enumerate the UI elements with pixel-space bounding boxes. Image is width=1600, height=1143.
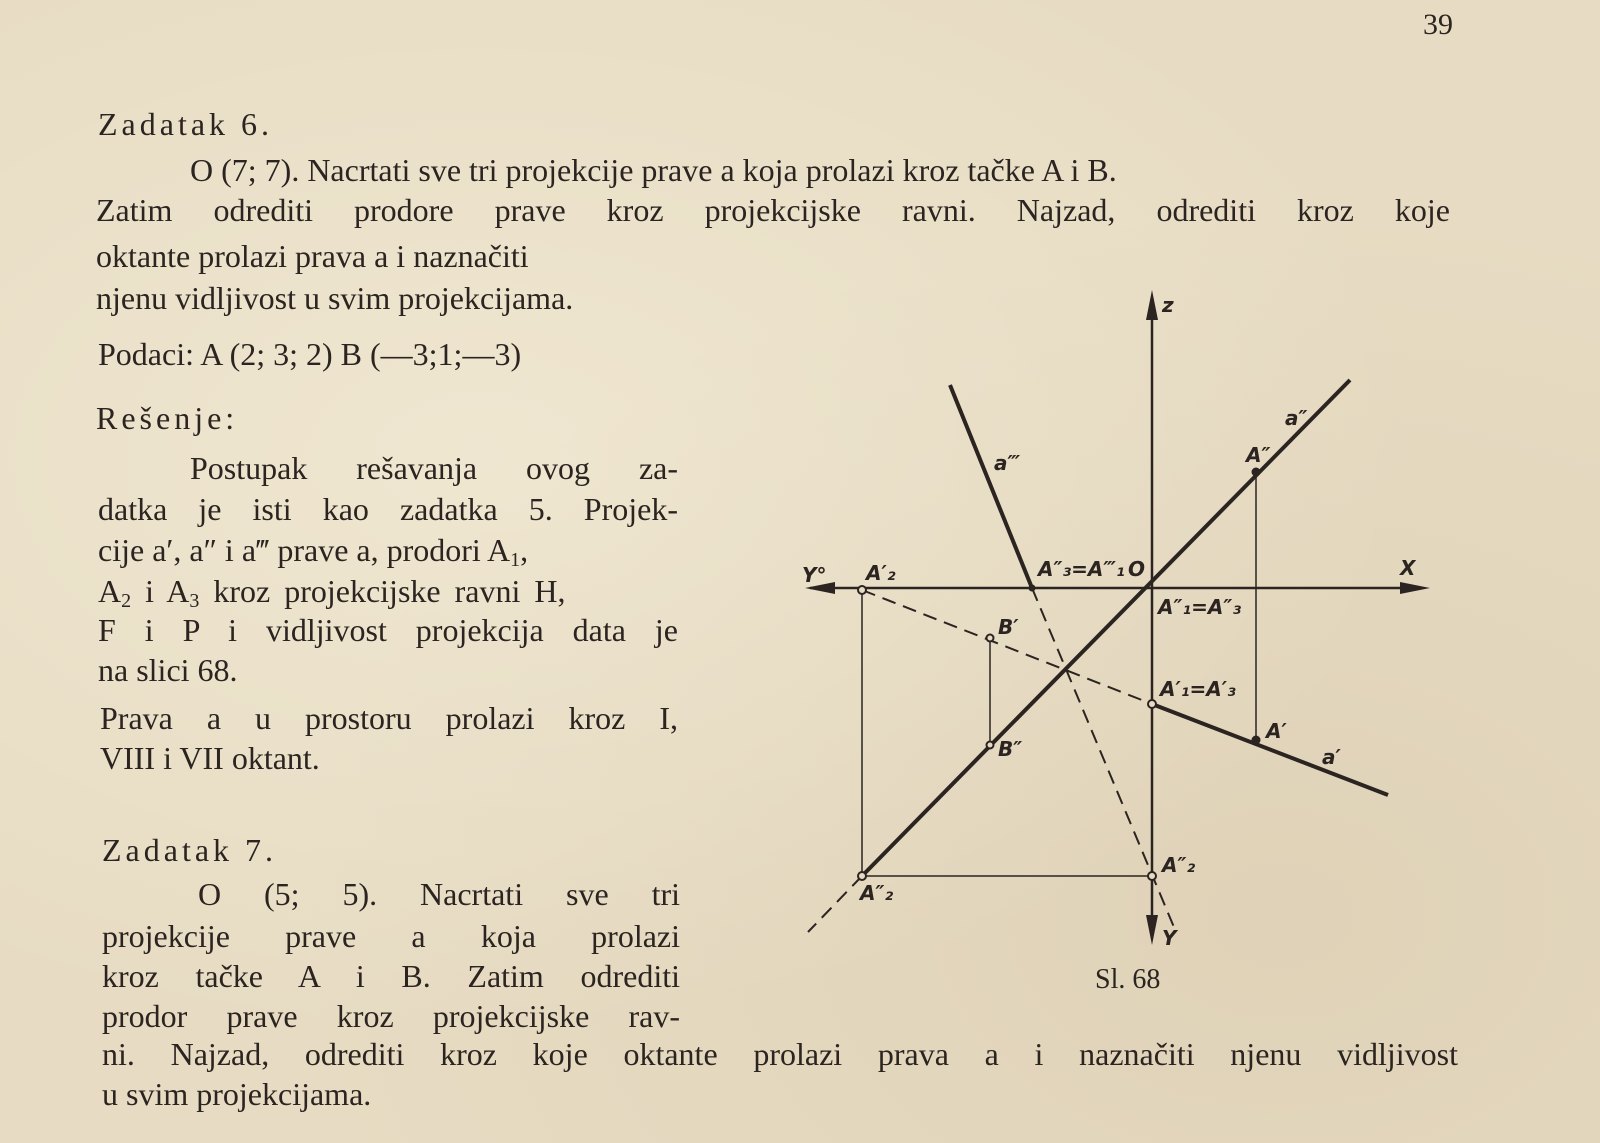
- task7-line-6: u svim projekcijama.: [102, 1076, 372, 1112]
- task6-data-line: Podaci: A (2; 3; 2) B (—3;1;—3): [98, 336, 522, 372]
- label-A2-prime: A′₂: [866, 561, 896, 585]
- task6-line-3: oktante prolazi prava a i naznačiti: [96, 238, 529, 274]
- label-B-prime: B′: [998, 615, 1019, 639]
- task7-line-3: kroz tačke A i B. Zatim odrediti: [102, 958, 680, 994]
- task7-line-4: prodor prave kroz projekcijske rav-: [102, 998, 680, 1034]
- task6-line-2: Zatim odrediti prodore prave kroz projekcijske ravni. Najzad, odrediti kroz koje: [96, 192, 1450, 228]
- point-a1-prime: [1148, 700, 1156, 708]
- point-a-double-prime: [1252, 468, 1260, 476]
- solution-line-7: Prava a u prostoru prolazi kroz I,: [100, 700, 678, 736]
- point-a-prime: [1252, 736, 1260, 744]
- label-point-A-double-prime: A″: [1246, 443, 1271, 467]
- z-axis-arrow: [1146, 290, 1158, 320]
- line-a-prime-hidden: [862, 590, 1152, 704]
- solution-line-2: datka je isti kao zadatka 5. Projek-: [98, 491, 678, 527]
- task7-line-1: O (5; 5). Nacrtati sve tri: [198, 876, 680, 912]
- solution-line-4: $A_2$ i $A_3$ kroz projekcijske ravni H,: [98, 573, 566, 612]
- label-origin: O: [1128, 557, 1146, 581]
- line-a-prime: [1152, 704, 1388, 795]
- label-a-prime: a′: [1322, 745, 1341, 769]
- task6-line-4: njenu vidljivost u svim projekcijama.: [96, 280, 574, 316]
- label-y-bottom: Y: [1162, 926, 1177, 950]
- point-a3-double-prime: [1029, 585, 1035, 591]
- figure-caption: Sl. 68: [1095, 964, 1161, 995]
- task6-line-1: O (7; 7). Nacrtati sve tri projekcije prave a koja prolazi kroz tačke A i B.: [190, 152, 1117, 188]
- point-a2-prime: [858, 586, 866, 594]
- line-a-triple-prime: [950, 385, 1032, 588]
- solution-line-1: Postupak rešavanja ovog za-: [190, 450, 678, 486]
- label-A2-double-prime-right: A″₂: [1162, 853, 1196, 877]
- label-point-A-prime: A′: [1266, 719, 1287, 743]
- label-a-double-prime: a″: [1285, 406, 1308, 430]
- line-a-double-prime: [862, 380, 1350, 876]
- solution-line-8: VIII i VII oktant.: [100, 740, 320, 776]
- point-b-prime: [987, 635, 994, 642]
- label-x-axis: X: [1400, 556, 1416, 580]
- point-b-double-prime: [987, 742, 994, 749]
- label-A1p-A3p: A′₁=A′₃: [1160, 677, 1236, 701]
- label-A1pp-A3pp: A″₁=A″₃: [1158, 595, 1242, 619]
- solution-line-6: na slici 68.: [98, 652, 238, 688]
- task7-line-2: projekcije prave a koja prolazi: [102, 918, 680, 954]
- label-z-axis: z: [1162, 293, 1174, 317]
- task7-heading: Zadatak 7.: [102, 832, 278, 868]
- figure-68: [800, 290, 1460, 960]
- y-axis-arrow: [1146, 915, 1158, 945]
- point-a2-double-prime-right: [1148, 872, 1156, 880]
- point-a2-double-prime: [858, 872, 866, 880]
- line-a-triple-prime-hidden: [1032, 588, 1176, 932]
- page-number: 39: [1423, 8, 1453, 41]
- solution-heading: Rešenje:: [96, 400, 239, 436]
- solution-line-5: F i P i vidljivost projekcija data je: [98, 612, 678, 648]
- solution-line-3: cije a′, a″ i a‴ prave a, prodori $A_1$,: [98, 532, 529, 571]
- x-axis-arrow: [1400, 582, 1430, 594]
- line-a-double-prime-hidden: [808, 876, 862, 932]
- label-y-left: Y°: [802, 563, 827, 587]
- task6-heading: Zadatak 6.: [98, 106, 274, 142]
- label-a-triple-prime: a‴: [994, 451, 1021, 475]
- label-A3pp-A1ppp: A″₃=A‴₁: [1038, 557, 1125, 581]
- label-B-double-prime: B″: [998, 737, 1023, 761]
- task7-line-5: ni. Najzad, odrediti kroz koje oktante prolazi prava a i naznačiti njenu vidljivost: [102, 1036, 1458, 1072]
- label-A2-double-prime-low: A″₂: [860, 881, 894, 905]
